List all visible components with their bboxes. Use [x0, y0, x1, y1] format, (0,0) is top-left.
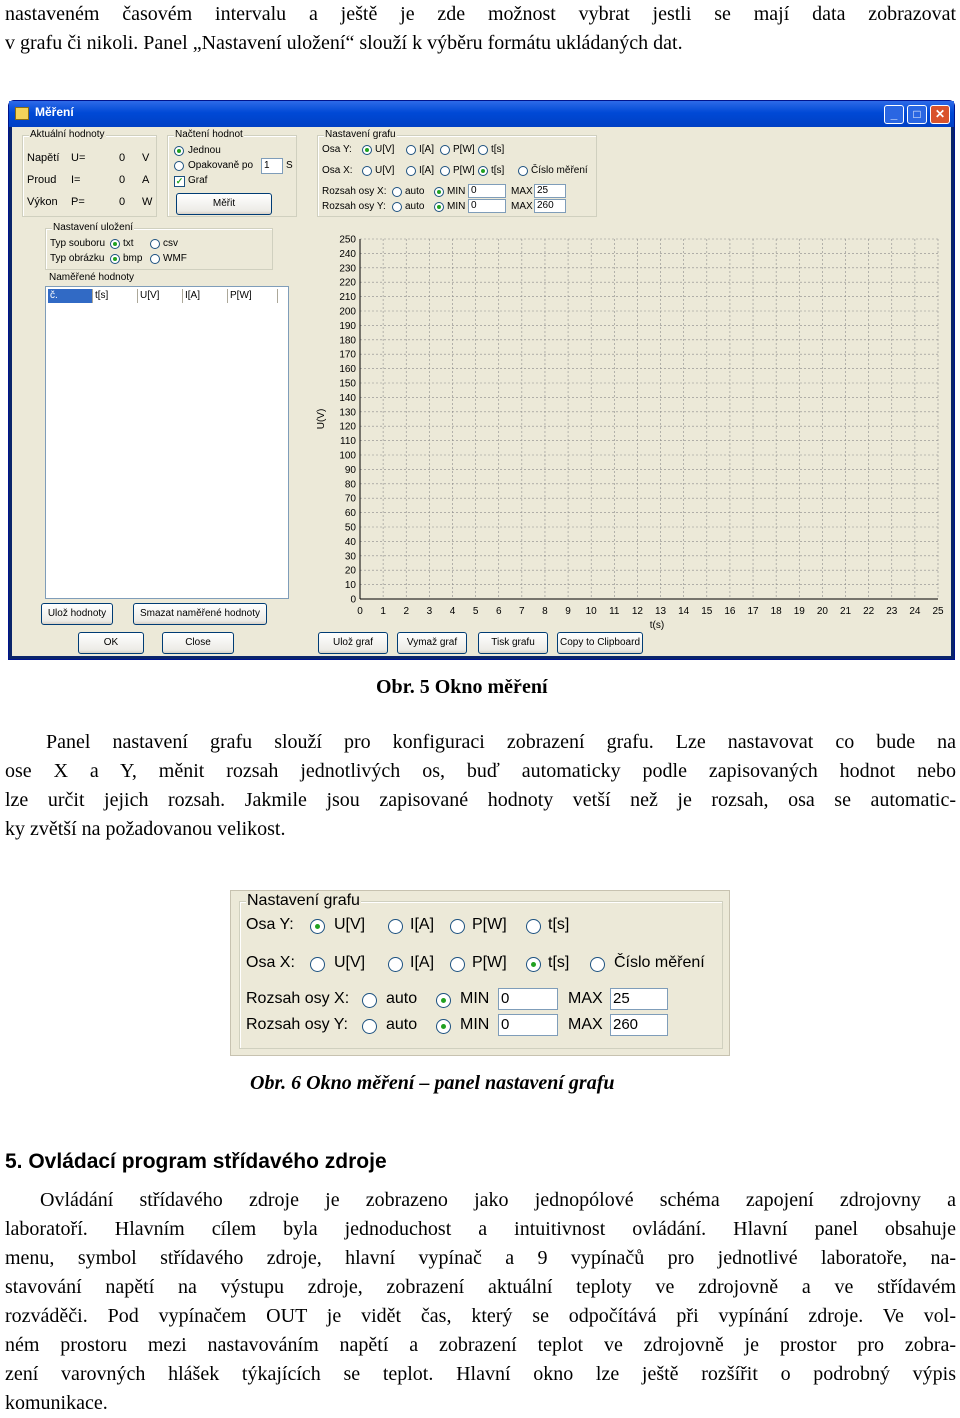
i-value: 0 — [119, 174, 126, 186]
jednou-label: Jednou — [188, 145, 221, 156]
osa-x-t-radio[interactable] — [526, 957, 541, 972]
x-tick-label: 9 — [565, 606, 571, 617]
merit-button[interactable]: Měřit — [176, 193, 272, 215]
osa-y-label: Osa Y: — [322, 144, 352, 155]
paragraph-line: ném prostoru mezi nastavováním napětí a zobrazení teplot ve zdrojovně je prostor pro zobra- — [5, 1334, 956, 1356]
rozsah-y-auto-label: auto — [405, 201, 425, 212]
y-tick-label: 70 — [344, 493, 356, 505]
graf-label: Graf — [188, 175, 208, 186]
osa-x-p-label: P[W] — [472, 954, 507, 971]
osa-y-p-label: P[W] — [472, 916, 507, 933]
y-tick-label: 230 — [339, 263, 356, 275]
window-title: Měření — [35, 105, 74, 119]
u-value: 0 — [119, 152, 126, 164]
paragraph-line: Panel nastavení grafu slouží pro konfiguraci zobrazení grafu. Lze nastavovat co bude na — [46, 731, 956, 753]
x-tick-label: 1 — [380, 606, 386, 617]
intro-paragraph — [5, 0, 956, 58]
rozsah-y-max-label: MAX — [568, 1016, 603, 1033]
maximize-button[interactable]: □ — [907, 105, 927, 124]
copy-clipboard-button[interactable]: Copy to Clipboard — [557, 632, 643, 654]
column-header-cislo[interactable]: č. — [48, 289, 93, 303]
x-axis-title: t(s) — [649, 620, 665, 631]
y-min-input[interactable]: 0 — [468, 199, 506, 213]
paragraph-line: laboratoří. Hlavním cílem byla jednoduchost a intuitivnost ovládání. Hlavní panel obsahuje — [5, 1218, 956, 1240]
intro-line: nastaveném časovém intervalu a ještě je zde možnost vybrat jestli se mají data zobrazovat — [5, 3, 956, 25]
y-tick-label: 20 — [344, 565, 356, 577]
osa-y-t-radio[interactable] — [526, 919, 541, 934]
proud-label: Proud — [27, 174, 57, 186]
osa-x-label: Osa X: — [322, 165, 353, 176]
y-tick-label: 150 — [339, 378, 356, 390]
y-tick-label: 180 — [339, 335, 356, 347]
column-header-p[interactable]: P[W] — [228, 289, 278, 303]
osa-x-i-label: I[A] — [410, 954, 435, 971]
nastaveni-grafu-group-zoom — [239, 892, 723, 1049]
rozsah-x-auto-label: auto — [405, 186, 425, 197]
y-tick-label: 110 — [340, 436, 356, 448]
osa-x-t-label: t[s] — [548, 954, 570, 971]
osa-y-u-label: U[V] — [375, 144, 395, 155]
uloz-graf-button[interactable]: Ulož graf — [318, 632, 388, 654]
osa-x-cislo-radio[interactable] — [518, 166, 528, 176]
graf-checkbox[interactable]: ✓ — [175, 176, 184, 186]
u-unit: V — [142, 152, 150, 164]
nastaveni-grafu-panel-zoom — [230, 890, 730, 1056]
paragraph-line: komunikace. — [5, 1392, 108, 1414]
p-symbol: P= — [71, 196, 85, 208]
vymaz-graf-button[interactable]: Vymaž graf — [397, 632, 467, 654]
osa-y-u-radio[interactable] — [362, 145, 372, 155]
smazat-namerene-button[interactable]: Smazat naměřené hodnoty — [133, 603, 267, 625]
x-tick-label: 4 — [449, 606, 456, 617]
nastaveni-ulozeni-group — [45, 222, 273, 270]
x-tick-label: 18 — [770, 606, 782, 617]
osa-y-u-radio[interactable] — [310, 919, 325, 934]
y-tick-label: 250 — [339, 234, 356, 246]
osa-y-i-radio[interactable] — [406, 145, 416, 155]
csv-label: csv — [163, 238, 178, 249]
rozsah-y-max-label: MAX — [511, 201, 533, 212]
y-tick-label: 190 — [339, 320, 356, 332]
osa-x-i-radio[interactable] — [406, 166, 416, 176]
x-tick-label: 19 — [793, 606, 805, 617]
column-header-t[interactable]: t[s] — [93, 289, 138, 303]
x-tick-label: 22 — [863, 606, 875, 617]
y-tick-label: 90 — [344, 464, 356, 476]
figure-6-caption: Obr. 6 Okno měření – panel nastavení grafu — [250, 1072, 615, 1094]
minimize-button[interactable]: _ — [884, 105, 904, 124]
osa-y-p-radio[interactable] — [440, 145, 450, 155]
x-tick-label: 6 — [495, 606, 502, 617]
x-tick-label: 16 — [724, 606, 736, 617]
osa-x-t-label: t[s] — [491, 165, 505, 176]
rozsah-y-auto-label: auto — [386, 1016, 418, 1033]
x-tick-label: 11 — [609, 606, 620, 617]
y-tick-label: 210 — [339, 292, 356, 304]
y-tick-label: 40 — [344, 536, 356, 548]
paragraph-line: Ovládání střídavého zdroje je zobrazeno jako jednopólové schéma zapojení zdrojovny a — [40, 1189, 956, 1211]
txt-label: txt — [123, 238, 134, 249]
typ-obrazku-label: Typ obrázku — [50, 253, 105, 264]
paragraph-line: zení varovných hlášek týkajících se teplot. Hlavní okno lze ještě rozšířit o podrobný výpis — [5, 1363, 956, 1385]
osa-y-t-radio[interactable] — [478, 145, 488, 155]
aktualni-hodnoty-group — [22, 129, 157, 217]
bmp-label: bmp — [123, 253, 143, 264]
y-tick-label: 100 — [339, 450, 356, 462]
osa-x-cislo-label: Číslo měření — [614, 954, 705, 971]
y-max-input[interactable]: 260 — [534, 199, 566, 213]
x-tick-label: 21 — [839, 606, 852, 617]
column-header-i[interactable]: I[A] — [183, 289, 228, 303]
y-tick-label: 140 — [339, 392, 356, 404]
u-symbol: U= — [71, 152, 86, 164]
osa-x-i-radio[interactable] — [388, 957, 403, 972]
y-tick-label: 30 — [344, 551, 356, 563]
x-tick-label: 24 — [909, 606, 921, 617]
u-vs-t-chart — [302, 225, 944, 631]
vykon-label: Výkon — [27, 196, 58, 208]
x-tick-label: 8 — [542, 606, 548, 617]
osa-y-label: Osa Y: — [246, 916, 294, 933]
rozsah-y-label: Rozsah osy Y: — [246, 1016, 348, 1033]
uloz-hodnoty-button[interactable]: Ulož hodnoty — [41, 603, 113, 625]
p-unit: W — [142, 196, 153, 208]
p-value: 0 — [119, 196, 126, 208]
x-tick-label: 23 — [886, 606, 898, 617]
y-tick-label: 170 — [339, 349, 356, 361]
osa-x-label: Osa X: — [246, 954, 295, 971]
osa-x-p-radio[interactable] — [450, 957, 465, 972]
intro-line: v grafu či nikoli. Panel „Nastavení uložení“ slouží k výběru formátu ukládaných dat. — [5, 32, 683, 54]
osa-x-u-radio[interactable] — [310, 957, 325, 972]
x-tick-label: 5 — [472, 606, 479, 617]
paragraph-graf — [5, 728, 956, 844]
mereni-window — [8, 100, 955, 660]
wmf-label: WMF — [163, 253, 187, 264]
group-label: Nastavení grafu — [325, 129, 396, 140]
y-tick-label: 220 — [339, 277, 356, 289]
rozsah-y-auto-radio[interactable] — [392, 202, 402, 212]
x-tick-label: 10 — [585, 606, 597, 617]
interval-input[interactable]: 1 — [261, 158, 283, 174]
rozsah-x-max-label: MAX — [568, 990, 603, 1007]
rozsah-y-min-radio[interactable] — [436, 1019, 451, 1034]
y-tick-label: 0 — [350, 594, 356, 606]
group-label: Načtení hodnot — [175, 129, 243, 140]
y-tick-label: 200 — [339, 306, 356, 318]
app-icon — [15, 107, 29, 120]
x-tick-label: 20 — [816, 606, 828, 617]
plot-area — [360, 239, 938, 599]
osa-y-p-label: P[W] — [453, 144, 475, 155]
osa-x-t-radio[interactable] — [478, 166, 488, 176]
ok-button[interactable]: OK — [78, 632, 144, 654]
rozsah-x-min-label: MIN — [447, 186, 466, 197]
rozsah-x-auto-label: auto — [386, 990, 418, 1007]
osa-x-u-label: U[V] — [334, 954, 366, 971]
napeti-label: Napětí — [27, 152, 60, 164]
osa-y-i-label: I[A] — [419, 144, 435, 155]
rozsah-y-auto-radio[interactable] — [362, 1019, 377, 1034]
rozsah-x-label: Rozsah osy X: — [322, 186, 387, 197]
x-tick-label: 3 — [426, 606, 433, 617]
rozsah-y-min-radio[interactable] — [434, 202, 444, 212]
x-max-input[interactable]: 25 — [610, 988, 668, 1010]
paragraph-line: menu, symbol střídavého zdroje, hlavní vypínač a 9 vypínačů pro jednotlivé laboratoře, na- — [5, 1247, 956, 1269]
osa-x-p-radio[interactable] — [440, 166, 450, 176]
y-axis-title: U(V) — [316, 408, 327, 430]
paragraph-line: stavování napětí na výstupu zdroje, zobrazení aktuální teploty ve zdrojovně a ve střídavém — [5, 1276, 956, 1298]
group-label: Aktuální hodnoty — [30, 129, 105, 140]
osa-x-u-radio[interactable] — [362, 166, 372, 176]
title-bar[interactable] — [9, 101, 954, 127]
column-header-u[interactable]: U[V] — [138, 289, 183, 303]
y-tick-label: 50 — [344, 522, 356, 534]
y-tick-label: 240 — [339, 248, 356, 260]
osa-x-cislo-radio[interactable] — [590, 957, 605, 972]
x-tick-label: 25 — [932, 606, 944, 617]
rozsah-x-min-radio[interactable] — [434, 187, 444, 197]
group-label: Nastavení grafu — [247, 892, 360, 909]
x-tick-label: 2 — [403, 606, 410, 617]
y-tick-label: 130 — [339, 407, 356, 419]
y-tick-label: 120 — [339, 421, 356, 433]
window-client — [12, 127, 951, 656]
osa-x-cislo-label: Číslo měření — [531, 165, 588, 176]
i-symbol: I= — [71, 174, 81, 186]
wmf-radio[interactable] — [150, 254, 160, 264]
figure-5-caption: Obr. 5 Okno měření — [376, 676, 548, 698]
nacteni-hodnot-group — [167, 129, 297, 217]
typ-souboru-label: Typ souboru — [50, 238, 106, 249]
x-tick-label: 7 — [519, 606, 525, 617]
paragraph-line: rozváděči. Pod vypínačem OUT je vidět čas, který se odpočítává při vypínání zdroje. Ve vol- — [5, 1305, 956, 1327]
x-tick-label: 15 — [701, 606, 713, 617]
osa-x-i-label: I[A] — [419, 165, 435, 176]
rozsah-x-label: Rozsah osy X: — [246, 990, 350, 1007]
x-min-input[interactable]: 0 — [498, 988, 558, 1010]
paragraph-line: ky zvětší na požadovanou velikost. — [5, 818, 286, 840]
close-window-button[interactable]: ✕ — [930, 105, 950, 124]
close-button[interactable]: Close — [162, 632, 234, 654]
bmp-radio[interactable] — [110, 254, 120, 264]
opakovane-radio[interactable] — [174, 161, 184, 171]
opakovane-label: Opakovaně po — [188, 160, 254, 171]
x-tick-label: 13 — [654, 606, 667, 617]
namerene-hodnoty-label: Naměřené hodnoty — [49, 272, 135, 283]
namerene-hodnoty-list[interactable] — [45, 286, 289, 599]
osa-y-t-label: t[s] — [548, 916, 570, 933]
paragraph-ovladani — [5, 1186, 956, 1418]
y-tick-label: 10 — [344, 580, 356, 592]
x-tick-label: 14 — [678, 606, 690, 617]
i-unit: A — [142, 174, 150, 186]
jednou-radio[interactable] — [174, 146, 184, 156]
y-tick-label: 80 — [344, 479, 356, 491]
osa-y-i-radio[interactable] — [388, 919, 403, 934]
y-tick-label: 160 — [339, 364, 356, 376]
rozsah-x-auto-radio[interactable] — [362, 993, 377, 1008]
rozsah-y-min-label: MIN — [460, 1016, 490, 1033]
x-min-input[interactable]: 0 — [468, 184, 506, 198]
osa-x-u-label: U[V] — [375, 165, 395, 176]
x-max-input[interactable]: 25 — [534, 184, 566, 198]
y-tick-label: 60 — [344, 508, 356, 520]
rozsah-y-min-label: MIN — [447, 201, 466, 212]
interval-unit: S — [286, 160, 293, 171]
nastaveni-grafu-group — [317, 129, 597, 217]
osa-y-t-label: t[s] — [491, 144, 505, 155]
osa-y-i-label: I[A] — [410, 916, 435, 933]
tisk-grafu-button[interactable]: Tisk grafu — [478, 632, 548, 654]
rozsah-x-min-label: MIN — [460, 990, 490, 1007]
x-tick-label: 12 — [631, 606, 644, 617]
osa-y-u-label: U[V] — [334, 916, 366, 933]
paragraph-line: lze určit jejich rozsah. Jakmile jsou zapisované hodnoty vetší než je rozsah, osa se automatic- — [5, 789, 956, 811]
y-min-input[interactable]: 0 — [498, 1014, 558, 1036]
section-heading: 5. Ovládací program střídavého zdroje — [5, 1150, 387, 1173]
osa-y-p-radio[interactable] — [450, 919, 465, 934]
txt-radio[interactable] — [110, 239, 120, 249]
paragraph-line: ose X a Y, měnit rozsah jednotlivých os, buď automaticky podle zapisovaných hodnot nebo — [5, 760, 956, 782]
group-label: Nastavení uložení — [53, 222, 134, 233]
rozsah-x-auto-radio[interactable] — [392, 187, 402, 197]
y-max-input[interactable]: 260 — [610, 1014, 668, 1036]
rozsah-x-min-radio[interactable] — [436, 993, 451, 1008]
rozsah-y-label: Rozsah osy Y: — [322, 201, 386, 212]
rozsah-x-max-label: MAX — [511, 186, 533, 197]
x-tick-label: 0 — [357, 606, 363, 617]
x-tick-label: 17 — [747, 606, 759, 617]
osa-x-p-label: P[W] — [453, 165, 475, 176]
csv-radio[interactable] — [150, 239, 160, 249]
